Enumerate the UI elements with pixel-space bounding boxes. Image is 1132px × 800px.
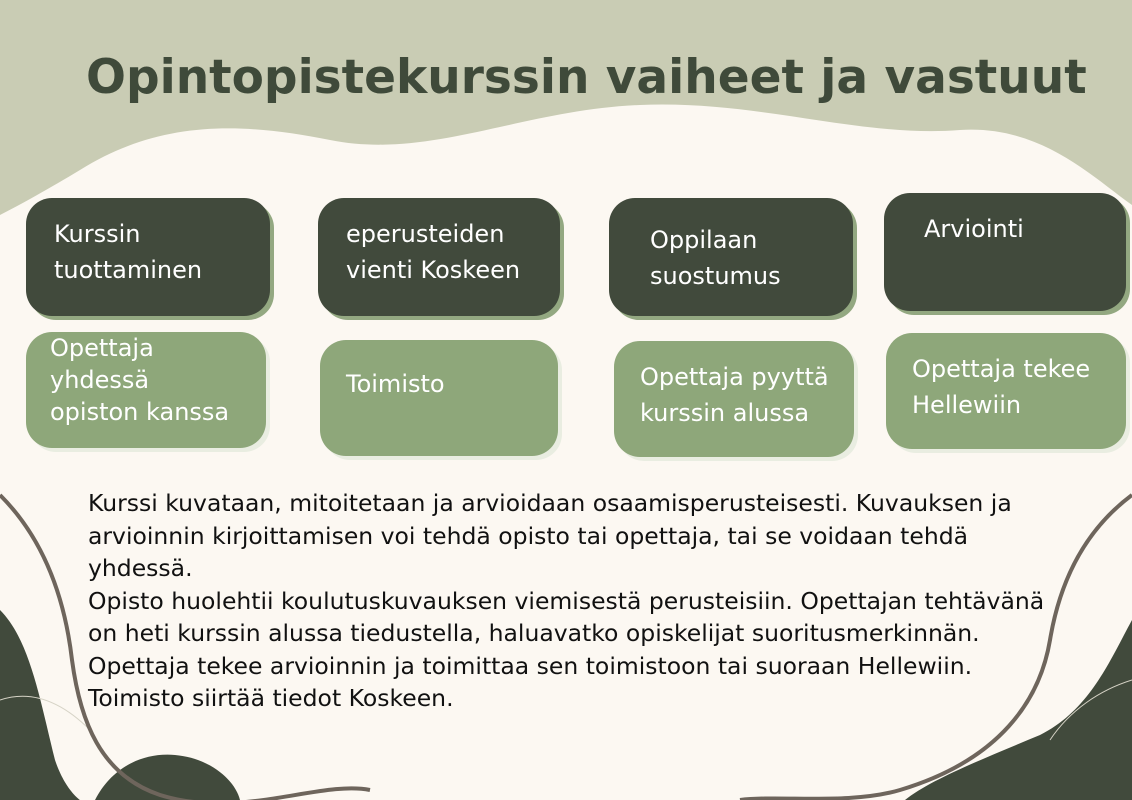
responsible-card-teacher-with-institute <box>26 332 266 448</box>
bottom-left-blob-2 <box>95 755 240 800</box>
responsible-card-office <box>320 340 558 456</box>
phase-label: Arviointi <box>924 215 1024 243</box>
responsible-label: Toimisto <box>346 370 445 398</box>
header-wave-band <box>0 0 1132 215</box>
description-paragraph: Kurssi kuvataan, mitoitetaan ja arvioidaan osaamisperusteisesti. Kuvauksen ja arvioinnin kirjoittamisen voi tehdä opisto tai opettaja, tai se voidaan tehdä yhdessä. <box>88 489 1012 582</box>
description-text <box>88 487 1058 715</box>
phase-card-course-production <box>26 198 270 316</box>
responsible-card-teacher-hellewi <box>886 333 1126 449</box>
phase-card-assessment <box>884 193 1126 311</box>
description-paragraph: Opisto huolehtii koulutuskuvauksen viemisestä perusteisiin. Opettajan tehtävänä on heti kurssin alussa tiedustella, haluavatko opiskelijat suoritusmerkinnän. Opettaja tekee arvioinnin ja toimittaa sen toimistoon tai suoraan Hellewiin. Toimisto siirtää tiedot Koskeen. <box>88 586 1045 712</box>
phase-label: eperusteiden vienti Koskeen <box>346 220 521 284</box>
page-title: Opintopistekurssin vaiheet ja vastuut <box>86 50 1087 105</box>
phase-label: Kurssin tuottaminen <box>54 220 203 284</box>
phase-card-student-consent <box>609 198 853 316</box>
responsible-label: Opettaja yhdessä opiston kanssa <box>50 334 230 426</box>
phase-card-koski-export <box>318 198 560 316</box>
responsible-label: Opettaja tekee Hellewiin <box>912 355 1091 419</box>
responsible-label: Opettaja pyyttä kurssin alussa <box>640 363 829 427</box>
responsible-card-teacher-asks <box>614 341 854 457</box>
phase-label: Oppilaan suostumus <box>650 226 781 290</box>
